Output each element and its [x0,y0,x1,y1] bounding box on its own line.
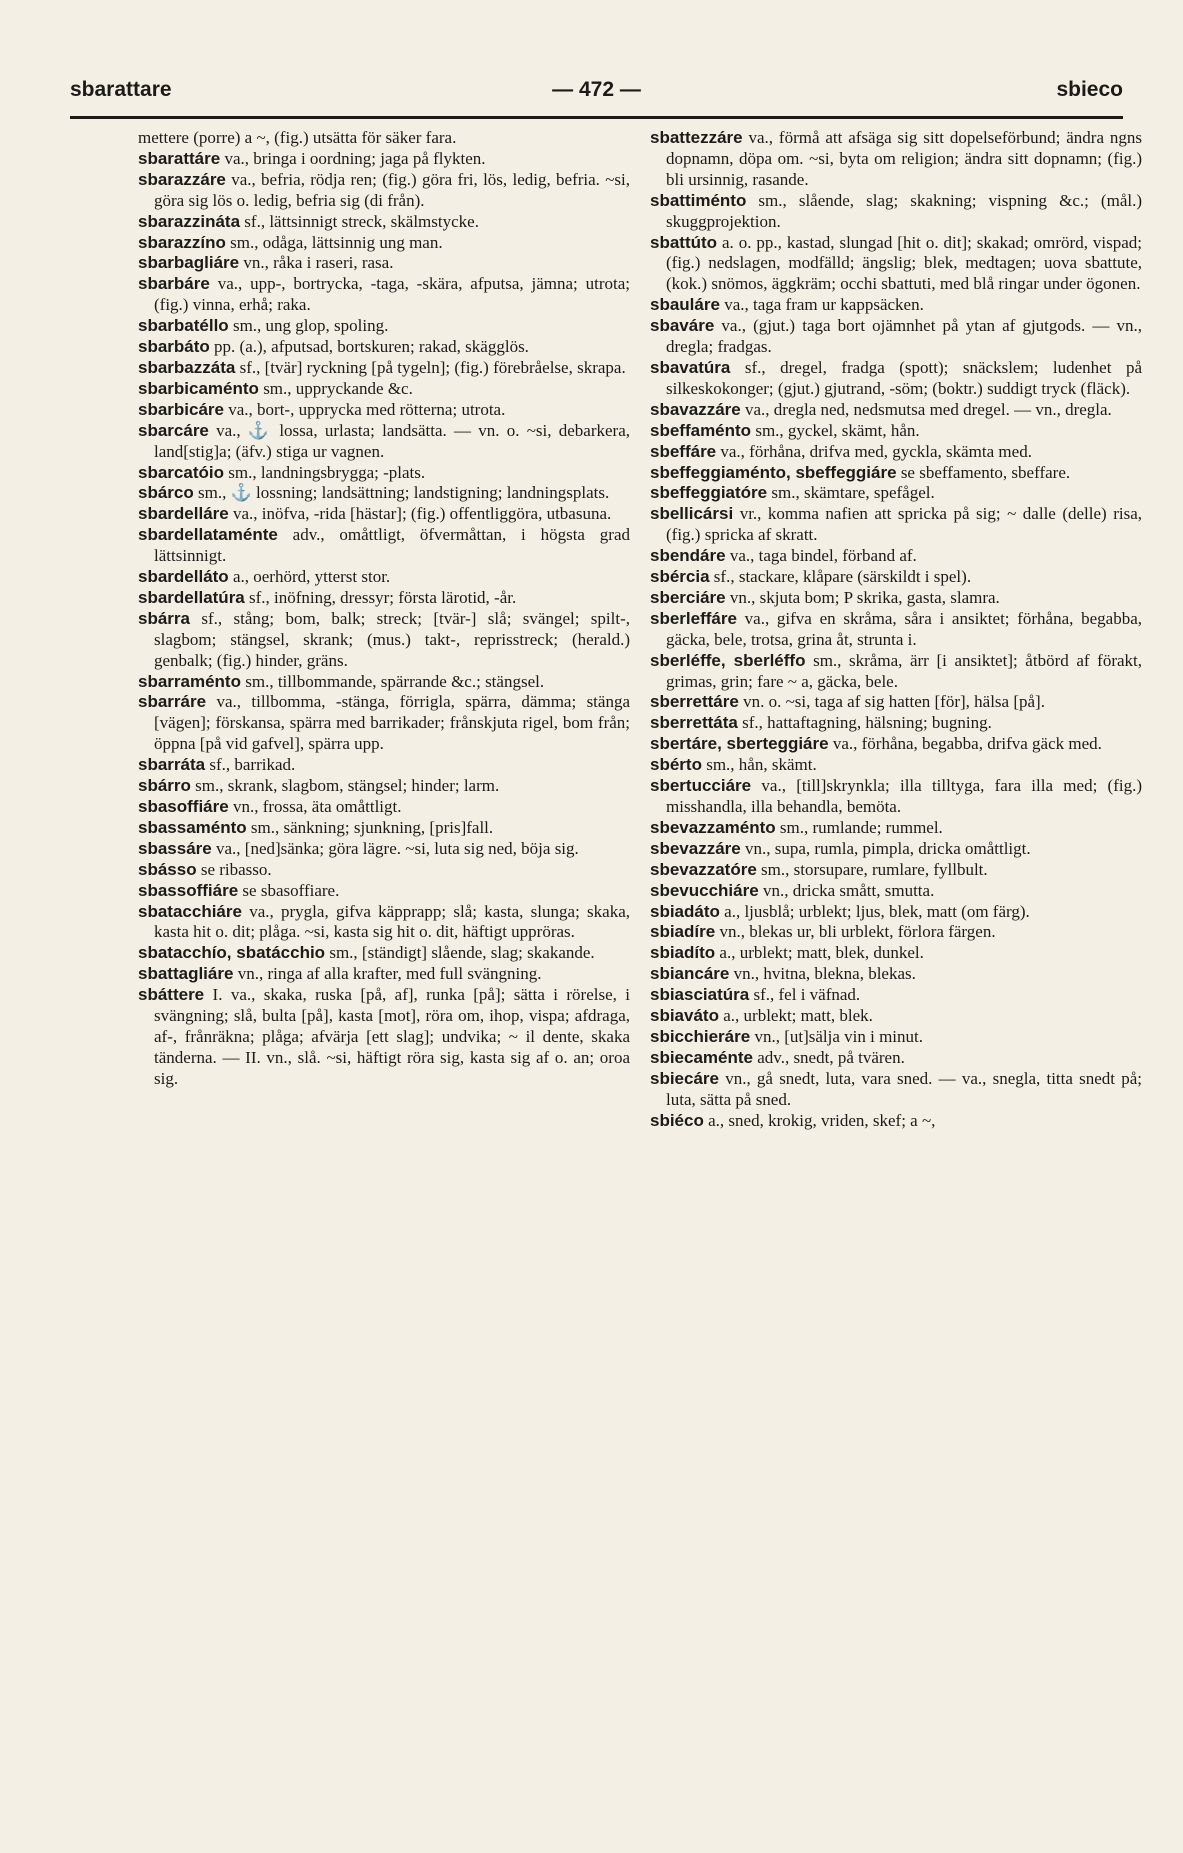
entry-definition: sm., storsupare, rumlare, fyllbult. [761,859,988,879]
dictionary-entry [650,588,1142,609]
entry-headword: sbertucciáre [650,776,752,796]
dictionary-entry [138,337,630,358]
entry-definition: I. va., skaka, ruska [på, af], runka [på]; sätta i rörelse, i svängning; slå, bulta [på], kasta [mot], röra om, ihop, vispa; afdraga, af-, frånräkna; plåga; afvärja [ett slag]; undvika; ~ il dente, skaka tänderna. — II. vn., slå. ~si, häftigt röra sig, kasta sig af o. an; oroa sig. [154,985,630,1088]
entry-definition: va., [ned]sänka; göra lägre. ~si, luta sig ned, böja sig. [215,838,579,858]
dictionary-entry [650,463,1142,484]
entry-headword: sbáttere [138,985,205,1005]
entry-definition: vn., [ut]sälja vin i minut. [754,1026,924,1046]
dictionary-entry [650,1111,1142,1132]
entry-headword: sberleffáre [650,608,737,628]
entry-definition: sf., hattaftagning, hälsning; bugning. [742,713,992,733]
dictionary-entry [650,839,1142,860]
entry-headword: sbarbáto [138,337,210,357]
entry-headword: sberciáre [650,587,726,607]
entry-headword: sbevucchiáre [650,880,759,900]
entry-definition: vn., hvitna, blekna, blekas. [733,964,916,984]
entry-definition: vn., gå snedt, luta, vara sned. — va., snegla, titta snedt på; luta, sätta på sned. [666,1068,1142,1109]
entry-definition: va., förhåna, drifva med, gyckla, skämta med. [720,441,1032,461]
entry-definition: adv., omåttligt, öfvermåttan, i högsta grad lättsinnigt. [154,525,630,566]
dictionary-entry [138,672,630,693]
entry-headword: sbevazzaménto [650,817,776,837]
entry-definition: se sbasoffiare. [242,880,340,900]
entry-headword: sbarbatéllo [138,316,229,336]
entry-definition: va., förmå att afsäga sig sitt dopelseförbund; ändra ngns dopnamn, döpa om. ~si, byta om religion; ändra sitt dopnamn; (fig.) bli ursinnig, rasande. [666,128,1142,189]
entry-definition: sm., landningsbrygga; -plats. [228,462,426,482]
entry-definition: sm., [ständigt] slående, slag; skakande. [329,943,595,963]
entry-headword: sbiadíre [650,922,716,942]
entry-definition: vn., råka i raseri, rasa. [243,253,394,273]
dictionary-entry [650,818,1142,839]
entry-headword: sbiéco [650,1110,704,1130]
dictionary-entry [138,776,630,797]
entry-definition: vn., ringa af alla krafter, med full svängning. [237,964,542,984]
dictionary-entry [650,442,1142,463]
entry-definition: mettere (porre) a ~, (fig.) utsätta för säker fara. [138,128,457,147]
entry-headword: sbatacchiáre [138,901,242,921]
dictionary-entry [138,818,630,839]
entry-headword: sbeffáre [650,441,717,461]
dictionary-entry [138,233,630,254]
entry-definition: vn., skjuta bom; P skrika, gasta, slamra. [729,587,1000,607]
entry-headword: sbásso [138,859,197,879]
entry-headword: sbárro [138,776,191,796]
entry-headword: sbiecaménte [650,1047,753,1067]
entry-definition: sf., inöfning, dressyr; första lärotid, -år. [249,587,517,607]
dictionary-entry [650,713,1142,734]
entry-definition: vn., blekas ur, bli urblekt, förlora färgen. [719,922,996,942]
entry-definition: sf., stång; bom, balk; streck; [tvär-] slå; svängel; spilt-, slagbom; stängsel, skrank; (mus.) takt-, reprisstreck; (herald.) genbalk; (fig.) hinder, gräns. [154,608,630,670]
entry-definition: sm., odåga, lättsinnig ung man. [230,232,443,252]
dictionary-entry [138,379,630,400]
dictionary-entry [138,504,630,525]
entry-headword: sbellicársi [650,504,734,524]
entry-definition: va., befria, rödja ren; (fig.) göra fri, lös, ledig, befria. ~si, göra sig lös o. ledig, befria sig (di från). [154,169,630,210]
entry-definition: se sbeffamento, sbeffare. [900,462,1071,482]
entry-headword: sbiaváto [650,1006,719,1026]
entry-headword: sbarazzináta [138,211,241,231]
entry-definition: va., tillbomma, -stänga, förrigla, spärra, dämma; stänga [vägen]; förskansa, spärra med barrikader; frånskjuta rigel, bom från; öppna [på vid gafvel], spärra upp. [154,692,630,754]
entry-definition: a., ljusblå; urblekt; ljus, blek, matt (om färg). [724,901,1030,921]
entry-headword: sbérto [650,755,702,775]
entry-headword: sbardellataménte [138,525,278,545]
dictionary-entry [138,253,630,274]
entry-headword: sberléffe, sberléffo [650,650,806,670]
entry-definition: sm., slående, slag; skakning; vispning &c.; (mål.) skuggprojektion. [666,190,1142,231]
entry-headword: sbarattáre [138,148,221,168]
entry-definition: sm., uppryckande &c. [263,378,413,398]
dictionary-entry [650,943,1142,964]
entry-definition: sm., ung glop, spoling. [232,316,389,336]
entry-headword: sbiancáre [650,964,730,984]
dictionary-entry [138,316,630,337]
dictionary-entry [650,1048,1142,1069]
entry-headword: sbeffaménto [650,420,752,440]
entry-definition: a. o. pp., kastad, slungad [hit o. dit]; skakad; omrörd, vispad; (fig.) nedslagen, modfälld; ängslig; blek, medtagen; uova sbattute, (kok.) snömos, äggkräm; occhi sbattuti, med blå ringar under ögonen. [666,232,1142,294]
entry-headword: sbatacchío, sbatácchio [138,943,326,963]
dictionary-entry [138,567,630,588]
dictionary-entry [650,609,1142,651]
entry-headword: sbardelláto [138,567,229,587]
page-number: — 472 — [552,78,641,101]
dictionary-entry [138,212,630,233]
header-rule [70,116,1123,119]
entry-headword: sbarbáre [138,274,210,294]
entry-headword: sbarraménto [138,671,241,691]
entry-definition: sm., tillbommande, spärrande &c.; stängsel. [245,671,545,691]
entry-headword: sbassaménto [138,817,247,837]
entry-headword: sbárra [138,608,190,628]
dictionary-entry [650,316,1142,358]
dictionary-entry [138,400,630,421]
dictionary-entry [650,504,1142,546]
dictionary-entry [138,588,630,609]
entry-headword: sbarbagliáre [138,253,240,273]
entry-headword: sbicchieráre [650,1026,751,1046]
entry-headword: sbarbazzáta [138,357,236,377]
entry-headword: sbeffeggiaménto, sbeffeggiáre [650,462,897,482]
dictionary-entry [650,1006,1142,1027]
dictionary-entry [650,191,1142,233]
entry-definition: va., gifva en skråma, såra i ansiktet; förhåna, begabba, gäcka, bele, trotsa, grina åt, strunta i. [666,608,1142,649]
entry-headword: sbevazzáre [650,838,741,858]
entry-definition: pp. (a.), afputsad, bortskuren; rakad, skägglös. [214,337,529,357]
entry-headword: sbarráre [138,692,207,712]
entry-definition: vn., frossa, äta omåttligt. [232,797,402,816]
dictionary-entry [138,358,630,379]
entry-definition: sf., stackare, klåpare (särskildt i spel). [713,567,972,587]
dictionary-entry [650,358,1142,400]
dictionary-entry [650,1027,1142,1048]
entry-definition: se ribasso. [200,859,272,879]
entry-definition: sm., gyckel, skämt, hån. [755,420,920,440]
entry-definition: sm., ⚓ lossning; landsättning; landstigning; landningsplats. [198,483,610,503]
entry-headword: sbarazzáre [138,169,226,189]
entry-definition: sm., hån, skämt. [706,755,817,775]
entry-definition: sf., [tvär] ryckning [på tygeln]; (fig.) förebråelse, skrapa. [239,357,626,377]
entry-headword: sbarazzíno [138,232,226,252]
dictionary-entry [138,985,630,1090]
entry-definition: va., prygla, gifva käpprapp; slå; kasta, slunga; skaka, kasta hit o. dit; plåga. ~si, kasta sig hit o. dit, häftigt uppröras. [154,901,631,942]
entry-headword: sbiecáre [650,1068,719,1088]
entry-headword: sbavazzáre [650,399,741,419]
dictionary-entry [650,128,1142,191]
entry-headword: sbardelláre [138,504,229,524]
dictionary-entry [650,421,1142,442]
left-column [138,128,630,1090]
dictionary-entry [650,1069,1142,1111]
entry-headword: sbeffeggiatóre [650,483,768,503]
header-last-word: sbieco [1056,78,1123,101]
entry-headword: sbendáre [650,546,726,566]
entry-definition: vr., komma nafien att spricka på sig; ~ dalle (delle) risa, (fig.) spricka af skratt. [666,504,1142,545]
entry-headword: sbarcatóio [138,462,224,482]
right-column [650,128,1142,1132]
entry-definition: va., (gjut.) taga bort ojämnhet på ytan af gjutgods. — vn., dregla; fradgas. [666,316,1142,357]
entry-headword: sbardellatúra [138,587,245,607]
dictionary-entry [138,860,630,881]
dictionary-entry [138,170,630,212]
entry-headword: sbassoffiáre [138,880,239,900]
entry-headword: sberrettáta [650,713,738,733]
entry-headword: sbarbicaménto [138,378,259,398]
entry-definition: va., [till]skrynkla; illa tilltyga, fara illa med; (fig.) misshandla, illa behandla, bemöta. [666,776,1143,816]
entry-headword: sbattiménto [650,190,747,210]
entry-definition: sm., skämtare, spefågel. [771,483,935,503]
header-first-word: sbarattare [70,78,172,101]
dictionary-entry [138,463,630,484]
dictionary-entry [650,985,1142,1006]
entry-headword: sbertáre, sberteggiáre [650,734,829,754]
entry-definition: adv., snedt, på tvären. [757,1047,905,1067]
entry-headword: sberrettáre [650,692,739,712]
dictionary-entry [650,902,1142,923]
dictionary-entry [138,881,630,902]
entry-headword: sbaváre [650,316,715,336]
dictionary-entry [138,128,630,149]
entry-definition: va., taga fram ur kappsäcken. [724,295,924,315]
dictionary-entry [138,755,630,776]
entry-definition: sm., sänkning; sjunkning, [pris]fall. [250,817,494,837]
page-header [70,78,1123,118]
dictionary-entry [138,483,630,504]
entry-headword: sbércia [650,567,710,587]
entry-definition: sf., fel i väfnad. [753,985,861,1005]
entry-definition: a., urblekt; matt, blek, dunkel. [719,943,924,963]
entry-definition: va., bringa i oordning; jaga på flykten. [224,148,486,168]
entry-definition: sf., lättsinnigt streck, skälmstycke. [244,211,479,231]
entry-headword: sbauláre [650,295,720,315]
entry-definition: va., bort-, upprycka med rötterna; utrota. [228,399,506,419]
entry-headword: sbiasciatúra [650,985,750,1005]
entry-definition: vn., dricka smått, smutta. [762,880,935,900]
entry-definition: va., ⚓ lossa, urlasta; landsätta. — vn. o. ~si, debarkera, land[stig]a; (äfv.) stiga ur vagnen. [154,420,631,461]
dictionary-entry [138,902,630,944]
entry-headword: sbevazzatóre [650,859,757,879]
entry-headword: sbattezzáre [650,128,743,147]
dictionary-entry [650,964,1142,985]
entry-definition: sm., rumlande; rummel. [779,817,943,837]
entry-headword: sbarbicáre [138,399,224,419]
entry-headword: sbattagliáre [138,964,234,984]
entry-definition: va., upp-, bortrycka, -taga, -skära, afputsa, jämna; utrota; (fig.) vinna, erhå; raka. [154,274,630,315]
dictionary-entry [650,400,1142,421]
entry-definition: sf., dregel, fradga (spott); snäckslem; ludenhet på silkeskokonger; (gjut.) gjutrand, -söm; (boktr.) suddigt tryck (fläck). [666,357,1142,398]
entry-headword: sbiadíto [650,943,716,963]
entry-headword: sbiadáto [650,901,720,921]
entry-definition: va., dregla ned, nedsmutsa med dregel. — vn., dregla. [744,399,1112,419]
dictionary-entry [138,525,630,567]
dictionary-entry [650,881,1142,902]
dictionary-entry [138,274,630,316]
entry-definition: a., sned, krokig, vriden, skef; a ~, [708,1110,936,1130]
entry-headword: sbárco [138,483,194,503]
dictionary-entry [138,149,630,170]
dictionary-entry [138,839,630,860]
entry-headword: sbarráta [138,755,206,775]
dictionary-entry [650,295,1142,316]
entry-definition: vn. o. ~si, taga af sig hatten [för], hälsa [på]. [743,692,1045,712]
dictionary-entry [650,233,1142,296]
entry-definition: va., taga bindel, förband af. [729,546,917,566]
entry-headword: sbasoffiáre [138,797,229,816]
entry-headword: sbattúto [650,232,718,252]
dictionary-entry [650,734,1142,755]
dictionary-entry [138,964,630,985]
dictionary-entry [650,567,1142,588]
entry-definition: vn., supa, rumla, pimpla, dricka omåttligt. [744,838,1031,858]
entry-headword: sbavatúra [650,357,731,377]
entry-definition: va., inöfva, -rida [hästar]; (fig.) offentliggöra, utbasuna. [232,504,612,524]
dictionary-entry [650,922,1142,943]
entry-headword: sbarcáre [138,420,209,440]
entry-definition: sf., barrikad. [209,755,296,775]
dictionary-entry [650,776,1142,818]
entry-definition: sm., skrank, slagbom, stängsel; hinder; larm. [195,776,500,796]
entry-definition: a., oerhörd, ytterst stor. [232,567,391,587]
dictionary-entry [650,651,1142,693]
dictionary-entry [650,755,1142,776]
dictionary-entry [650,546,1142,567]
entry-headword: sbassáre [138,838,212,858]
dictionary-entry [650,483,1142,504]
entry-definition: va., förhåna, begabba, drifva gäck med. [832,734,1102,754]
dictionary-entry [650,860,1142,881]
dictionary-entry [138,797,630,818]
dictionary-entry [138,609,630,672]
dictionary-entry [138,692,630,755]
dictionary-entry [138,421,630,463]
entry-definition: a., urblekt; matt, blek. [723,1006,873,1026]
dictionary-entry [138,943,630,964]
entry-definition: sm., skråma, ärr [i ansiktet]; åtbörd af förakt, grimas, grin; fare ~ a, gäcka, bele. [666,650,1143,691]
dictionary-entry [650,692,1142,713]
